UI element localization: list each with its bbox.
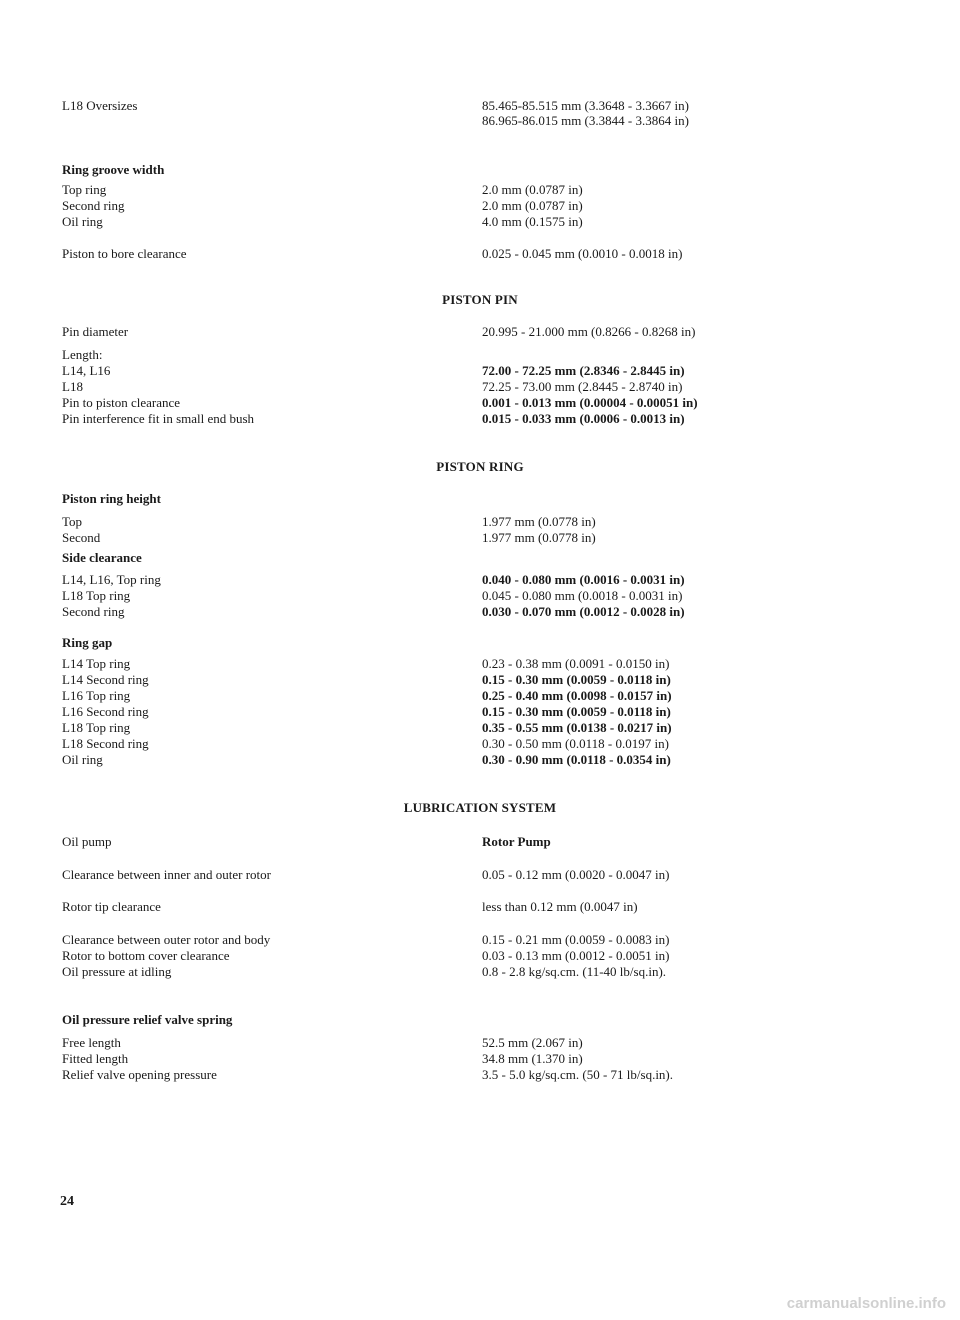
spec-row	[0, 604, 960, 620]
spec-value: 0.001 - 0.013 mm (0.00004 - 0.00051 in)	[482, 395, 698, 410]
spec-row	[0, 98, 960, 114]
spec-row	[0, 834, 960, 850]
spec-row	[0, 899, 960, 915]
spec-row	[0, 867, 960, 883]
spec-label: Second	[62, 530, 101, 545]
spec-value: 0.015 - 0.033 mm (0.0006 - 0.0013 in)	[482, 411, 685, 426]
spec-row	[0, 656, 960, 672]
spec-label: Rotor to bottom cover clearance	[62, 948, 230, 963]
spec-label: L14 Second ring	[62, 672, 149, 687]
spec-value: 0.15 - 0.21 mm (0.0059 - 0.0083 in)	[482, 932, 670, 947]
section-title: PISTON RING	[436, 459, 524, 474]
spec-value: 85.465-85.515 mm (3.3648 - 3.3667 in)	[482, 98, 689, 113]
spec-value: less than 0.12 mm (0.0047 in)	[482, 899, 638, 914]
spec-value: Rotor Pump	[482, 834, 551, 849]
spec-label: Oil ring	[62, 214, 103, 229]
spec-row	[0, 246, 960, 262]
spec-value: 0.30 - 0.50 mm (0.0118 - 0.0197 in)	[482, 736, 669, 751]
spec-value: 20.995 - 21.000 mm (0.8266 - 0.8268 in)	[482, 324, 696, 339]
spec-row	[0, 704, 960, 720]
spec-label: Second ring	[62, 198, 125, 213]
spec-label: Pin diameter	[62, 324, 129, 339]
spec-row	[0, 672, 960, 688]
spec-value: 2.0 mm (0.0787 in)	[482, 198, 583, 213]
spec-label: Top ring	[62, 182, 107, 197]
spec-value: 0.15 - 0.30 mm (0.0059 - 0.0118 in)	[482, 672, 671, 687]
spec-value: 72.00 - 72.25 mm (2.8346 - 2.8445 in)	[482, 363, 685, 378]
spec-row	[0, 1035, 960, 1051]
spec-label: Top	[62, 514, 83, 529]
spec-value: 4.0 mm (0.1575 in)	[482, 214, 583, 229]
spec-label: L14 Top ring	[62, 656, 131, 671]
spec-label: Rotor tip clearance	[62, 899, 161, 914]
spec-label: L18 Oversizes	[62, 98, 138, 113]
section-heading	[0, 162, 960, 178]
spec-value: 0.05 - 0.12 mm (0.0020 - 0.0047 in)	[482, 867, 670, 882]
spec-row	[0, 752, 960, 768]
group-heading: Ring groove width	[62, 162, 165, 177]
spec-value: 1.977 mm (0.0778 in)	[482, 530, 596, 545]
spec-value: 0.25 - 0.40 mm (0.0098 - 0.0157 in)	[482, 688, 672, 703]
spec-value: 0.15 - 0.30 mm (0.0059 - 0.0118 in)	[482, 704, 671, 719]
spec-row	[0, 530, 960, 546]
group-heading: Side clearance	[62, 550, 142, 565]
spec-row	[0, 198, 960, 214]
group-heading: Length:	[62, 347, 103, 362]
spec-row	[0, 1067, 960, 1083]
page-number: 24	[60, 1194, 74, 1209]
spec-row	[0, 964, 960, 980]
spec-value: 0.03 - 0.13 mm (0.0012 - 0.0051 in)	[482, 948, 670, 963]
spec-row	[0, 572, 960, 588]
spec-row	[0, 395, 960, 411]
spec-value: 72.25 - 73.00 mm (2.8445 - 2.8740 in)	[482, 379, 683, 394]
spec-label: L14, L16	[62, 363, 111, 378]
spec-value: 0.35 - 0.55 mm (0.0138 - 0.0217 in)	[482, 720, 672, 735]
spec-label: Piston to bore clearance	[62, 246, 187, 261]
footer-watermark: carmanualsonline.info	[786, 1295, 946, 1312]
spec-row	[0, 113, 960, 129]
group-heading: Piston ring height	[62, 491, 161, 506]
spec-value: 0.8 - 2.8 kg/sq.cm. (11-40 lb/sq.in).	[482, 964, 667, 979]
spec-value: 34.8 mm (1.370 in)	[482, 1051, 583, 1066]
section-heading	[0, 347, 960, 363]
spec-label: Fitted length	[62, 1051, 129, 1066]
spec-value: 0.23 - 0.38 mm (0.0091 - 0.0150 in)	[482, 656, 670, 671]
spec-row	[0, 720, 960, 736]
spec-label: L16 Second ring	[62, 704, 149, 719]
spec-label: Oil pressure at idling	[62, 964, 172, 979]
spec-label: Pin to piston clearance	[62, 395, 181, 410]
spec-label: L18	[62, 379, 83, 394]
spec-value: 0.040 - 0.080 mm (0.0016 - 0.0031 in)	[482, 572, 685, 587]
spec-value: 0.045 - 0.080 mm (0.0018 - 0.0031 in)	[482, 588, 683, 603]
spec-row	[0, 182, 960, 198]
section-heading	[0, 1012, 960, 1028]
spec-label: L18 Top ring	[62, 588, 131, 603]
spec-label: L18 Second ring	[62, 736, 149, 751]
section-heading	[0, 491, 960, 507]
spec-label: L16 Top ring	[62, 688, 131, 703]
spec-label: Oil pump	[62, 834, 112, 849]
spec-row	[0, 932, 960, 948]
spec-value: 0.025 - 0.045 mm (0.0010 - 0.0018 in)	[482, 246, 683, 261]
spec-row	[0, 1051, 960, 1067]
section-heading	[0, 550, 960, 566]
spec-value: 52.5 mm (2.067 in)	[482, 1035, 583, 1050]
spec-value: 1.977 mm (0.0778 in)	[482, 514, 596, 529]
spec-label: L18 Top ring	[62, 720, 131, 735]
spec-value: 86.965-86.015 mm (3.3844 - 3.3864 in)	[482, 113, 689, 128]
spec-row	[0, 379, 960, 395]
spec-row	[0, 688, 960, 704]
spec-row	[0, 948, 960, 964]
spec-row	[0, 363, 960, 379]
spec-row	[0, 411, 960, 427]
group-heading: Ring gap	[62, 635, 113, 650]
spec-value: 2.0 mm (0.0787 in)	[482, 182, 583, 197]
section-heading	[0, 635, 960, 651]
spec-label: Clearance between outer rotor and body	[62, 932, 271, 947]
spec-row	[0, 324, 960, 340]
spec-value: 0.030 - 0.070 mm (0.0012 - 0.0028 in)	[482, 604, 685, 619]
spec-row	[0, 588, 960, 604]
spec-row	[0, 514, 960, 530]
group-heading: Oil pressure relief valve spring	[62, 1012, 233, 1027]
section-title: LUBRICATION SYSTEM	[403, 800, 557, 815]
spec-value: 3.5 - 5.0 kg/sq.cm. (50 - 71 lb/sq.in).	[482, 1067, 674, 1082]
spec-label: Clearance between inner and outer rotor	[62, 867, 271, 882]
spec-label: Second ring	[62, 604, 125, 619]
spec-row	[0, 214, 960, 230]
spec-label: Free length	[62, 1035, 121, 1050]
spec-label: Pin interference fit in small end bush	[62, 411, 255, 426]
spec-value: 0.30 - 0.90 mm (0.0118 - 0.0354 in)	[482, 752, 671, 767]
spec-label: Relief valve opening pressure	[62, 1067, 217, 1082]
section-title: PISTON PIN	[442, 292, 518, 307]
spec-label: L14, L16, Top ring	[62, 572, 161, 587]
spec-row	[0, 736, 960, 752]
spec-label: Oil ring	[62, 752, 103, 767]
